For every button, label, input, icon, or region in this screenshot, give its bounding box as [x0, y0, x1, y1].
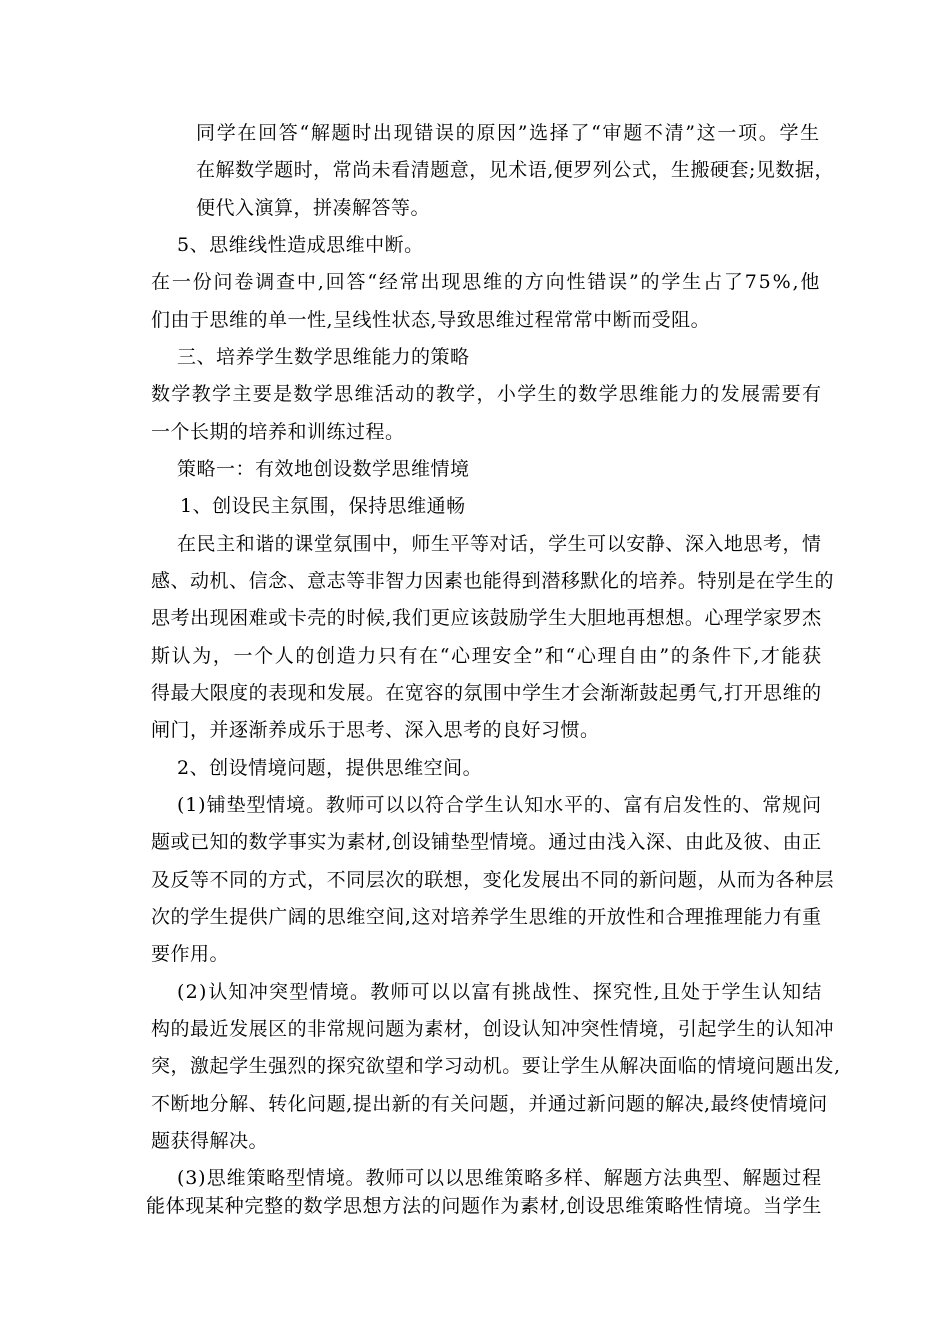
text-line: ( 3 ) 思 维 策 略 型 情 境 。 教 师 可 以 以 思 维 策 略 多 样 、 解 题 方 法 典 型 、 解 题 过 程: [177, 1167, 822, 1189]
text-line: 突 ， 激 起 学 生 强 烈 的 探 究 欲 望 和 学 习 动 机 。 要 让 学 生 从 解 决 面 临 的 情 境 问 题 出 发 ,: [151, 1055, 841, 1077]
text-line: 要作用。: [151, 943, 230, 965]
text-line: 在 解 数 学 题 时 ， 常 尚 未 看 清 题 意 ， 见 术 语 , 便 罗 列 公 式 ， 生 搬 硬 套 ; 见 数 据 ，: [196, 159, 834, 181]
text-line: 们由于思维的单一性,呈线性状态,导致思维过程常常中断而受阻。: [151, 309, 711, 331]
text-line: 1、创设民主氛围，保持思维通畅: [180, 495, 466, 517]
text-line: 2、创设情境问题，提供思维空间。: [177, 757, 483, 779]
text-line: ( 2 ) 认 知 冲 突 型 情 境 。 教 师 可 以 以 富 有 挑 战 性 、 探 究 性 , 且 处 于 学 生 认 知 结: [177, 981, 822, 1003]
text-line: 在 民 主 和 谐 的 课 堂 氛 围 中 ， 师 生 平 等 对 话 ， 学 生 可 以 安 静 、 深 入 地 思 考 ， 情: [177, 533, 822, 555]
text-line: 便代入演算，拼凑解答等。: [196, 197, 431, 219]
text-line: 题 或 已 知 的 数 学 事 实 为 素 材 , 创 设 铺 垫 型 情 境 。 通 过 由 浅 入 深 、 由 此 及 彼 、 由 正: [151, 831, 822, 853]
text-line: 构 的 最 近 发 展 区 的 非 常 规 问 题 为 素 材 ， 创 设 认 知 冲 突 性 情 境 ， 引 起 学 生 的 认 知 冲: [151, 1018, 835, 1040]
text-line: 斯 认 为 ， 一 个 人 的 创 造 力 只 有 在 “ 心 理 安 全 ” 和 “ 心 理 自 由 ” 的 条 件 下 , 才 能 获: [151, 645, 822, 667]
text-line: 及 反 等 不 同 的 方 式 ， 不 同 层 次 的 联 想 ， 变 化 发 展 出 不 同 的 新 问 题 ， 从 而 为 各 种 层: [151, 869, 835, 891]
text-line: 5、思维线性造成思维中断。: [177, 234, 424, 256]
text-line: 在 一 份 问 卷 调 查 中 , 回 答 “ 经 常 出 现 思 维 的 方 向 性 错 误 ” 的 学 生 占 了 7 5 % , 他: [151, 271, 820, 293]
text-line: 同 学 在 回 答 “ 解 题 时 出 现 错 误 的 原 因 ” 选 择 了 “ 审 题 不 清 ” 这 一 项 。 学 生: [196, 122, 820, 144]
text-line: 次 的 学 生 提 供 广 阔 的 思 维 空 间 , 这 对 培 养 学 生 思 维 的 开 放 性 和 合 理 推 理 能 力 有 重: [151, 906, 822, 928]
text-line: 感 、 动 机 、 信 念 、 意 志 等 非 智 力 因 素 也 能 得 到 潜 移 默 化 的 培 养 。 特 别 是 在 学 生 的: [151, 570, 835, 592]
text-line: 不 断 地 分 解 、 转 化 问 题 , 提 出 新 的 有 关 问 题 ， 并 通 过 新 问 题 的 解 决 , 最 终 使 情 境 问: [151, 1093, 828, 1115]
text-line: 能 体 现 某 种 完 整 的 数 学 思 想 方 法 的 问 题 作 为 素 材 , 创 设 思 维 策 略 性 情 境 。 当 学 生: [146, 1195, 822, 1217]
text-line: 闸门，并逐渐养成乐于思考、深入思考的良好习惯。: [151, 719, 600, 741]
text-line: 数 学 教 学 主 要 是 数 学 思 维 活 动 的 教 学 ， 小 学 生 的 数 学 思 维 能 力 的 发 展 需 要 有: [151, 383, 822, 405]
text-line: 三、培养学生数学思维能力的策略: [177, 346, 470, 368]
text-line: 一个长期的培养和训练过程。: [151, 421, 405, 443]
text-line: 得 最 大 限 度 的 表 现 和 发 展 。 在 宽 容 的 氛 围 中 学 生 才 会 渐 渐 鼓 起 勇 气 , 打 开 思 维 的: [151, 682, 822, 704]
text-line: 题获得解决。: [151, 1130, 269, 1152]
text-line: ( 1 ) 铺 垫 型 情 境 。 教 师 可 以 以 符 合 学 生 认 知 水 平 的 、 富 有 启 发 性 的 、 常 规 问: [177, 794, 822, 816]
text-line: 思 考 出 现 困 难 或 卡 壳 的 时 候 , 我 们 更 应 该 鼓 励 学 生 大 胆 地 再 想 想 。 心 理 学 家 罗 杰: [151, 607, 822, 629]
text-line: 策略一：有效地创设数学思维情境: [177, 458, 470, 480]
